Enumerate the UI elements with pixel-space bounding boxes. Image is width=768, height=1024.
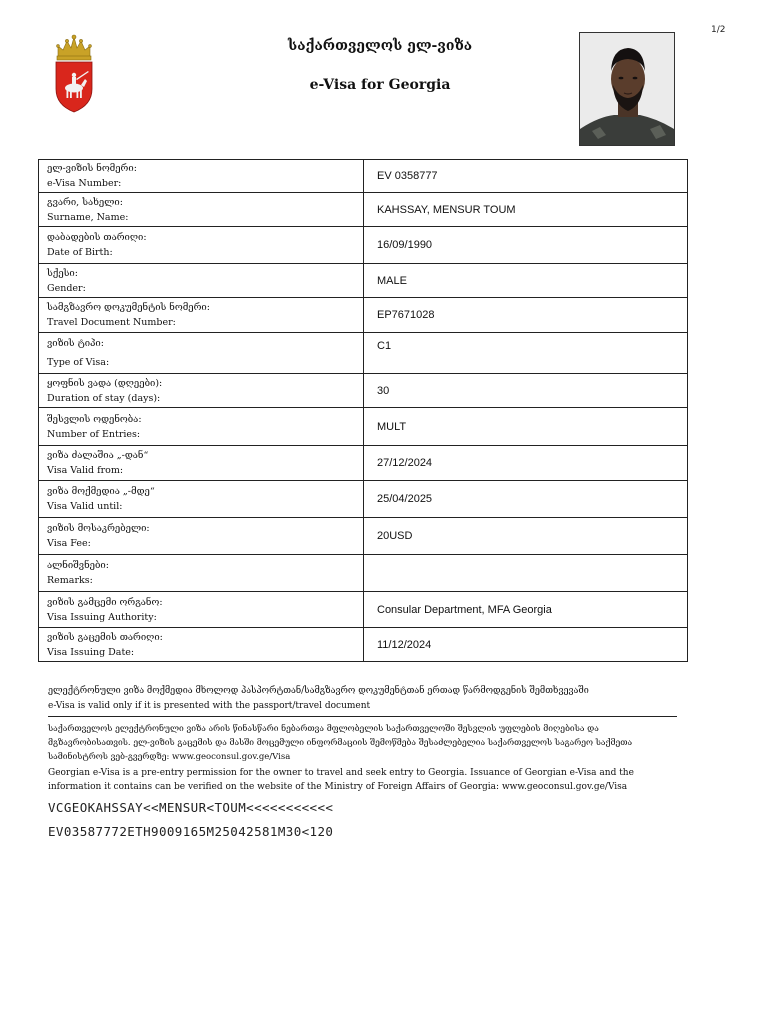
label-english: Travel Document Number: — [47, 317, 176, 328]
table-row-gender — [39, 264, 688, 298]
label-english: Gender: — [47, 282, 86, 294]
field-label — [39, 518, 364, 555]
label-georgian: ვიზის გამცემი ორგანო: — [47, 596, 163, 608]
field-label — [39, 298, 364, 333]
label-georgian: ალნიშვნები: — [47, 560, 109, 571]
label-georgian: ელ-ვიზის ნომერი: — [47, 163, 137, 174]
table-row-type-of-visa — [39, 333, 688, 374]
label-english: Type of Visa: — [47, 357, 110, 368]
field-label — [39, 481, 364, 518]
field-label — [39, 446, 364, 481]
label-georgian: ვიზა ძალაშია „-დან“ — [47, 450, 149, 461]
page-number: 1/2 — [711, 25, 726, 35]
table-row-date-of-birth — [39, 227, 688, 264]
visa-details-table — [38, 159, 688, 662]
label-georgian: შესვლის ოდენობა: — [47, 413, 142, 425]
table-row-evisa-number — [39, 160, 688, 193]
table-row-visa-valid-until — [39, 481, 688, 518]
label-english: Visa Issuing Date: — [47, 646, 135, 658]
field-value-evisa-number: EV 0358777 — [364, 160, 688, 193]
info-paragraph-english: Georgian e-Visa is a pre-entry permission for the owner to travel and seek entry to Georgia. Issuance of Georgian e-Visa and the information it contains can be verified on the website of the Ministry of Foreign Affairs of Georgia: www.geoconsul.gov.ge/Visa — [48, 768, 634, 792]
label-georgian: სამგზავრო დოკუმენტის ნომერი: — [47, 302, 210, 313]
validity-notice — [48, 684, 678, 714]
label-georgian: ვიზის გაცემის თარიღი: — [47, 631, 163, 643]
field-value-type-of-visa: C1 — [364, 333, 688, 374]
mrz-line-2: EV03587772ETH9009165M25042581M30<120 — [48, 824, 334, 839]
field-value-visa-valid-from: 27/12/2024 — [364, 446, 688, 481]
info-paragraph-georgian: საქართველოს ელექტრონული ვიზა არის წინასწარი ნებართვა მფლობელის საქართველოში შესვლის უფლების მიღებისა და მგზავრობისათვის. ელ-ვიზის გაცემის და მასში მოცემული ინფორმაციის შემოწმება შესაძლებელია საქართველოს საგარეო საქმეთა სამინისტროს ვებ-გვერდზე: www.geoconsul.gov.ge/Visa — [48, 724, 633, 762]
table-row-remarks — [39, 555, 688, 592]
field-label — [39, 227, 364, 264]
label-english: e-Visa Number: — [47, 178, 122, 189]
label-english: Number of Entries: — [47, 428, 141, 440]
field-value-gender: MALE — [364, 264, 688, 298]
label-english: Surname, Name: — [47, 211, 129, 223]
label-georgian: სქესი: — [47, 267, 78, 279]
table-row-visa-fee — [39, 518, 688, 555]
field-label — [39, 555, 364, 592]
field-value-travel-document-number: EP7671028 — [364, 298, 688, 333]
validity-notice-english: e-Visa is valid only if it is presented with the passport/travel document — [48, 701, 371, 711]
label-english: Duration of stay (days): — [47, 392, 161, 404]
coat-of-arms-icon — [48, 33, 100, 115]
label-english: Visa Valid from: — [47, 465, 124, 476]
label-english: Visa Issuing Authority: — [47, 611, 157, 623]
field-label — [39, 160, 364, 193]
field-value-surname-name: KAHSSAY, MENSUR TOUM — [364, 193, 688, 227]
field-label — [39, 264, 364, 298]
validity-notice-georgian: ელექტრონული ვიზა მოქმედია მხოლოდ პასპორტთან/სამგზავრო დოკუმენტთან ერთად წარმოდგენის შემთხვევაში — [48, 686, 589, 696]
field-label — [39, 628, 364, 662]
applicant-photo — [579, 32, 675, 146]
label-english: Visa Fee: — [47, 538, 91, 549]
label-georgian: ვიზა მოქმედია „-მდე“ — [47, 486, 155, 497]
table-row-duration-of-stay — [39, 374, 688, 408]
field-value-duration-of-stay: 30 — [364, 374, 688, 408]
table-row-visa-issuing-date — [39, 628, 688, 662]
field-value-visa-issuing-authority: Consular Department, MFA Georgia — [364, 592, 688, 628]
label-english: Visa Valid until: — [47, 501, 123, 512]
label-english: Date of Birth: — [47, 247, 113, 258]
label-georgian: გვარი, სახელი: — [47, 196, 123, 208]
field-value-visa-valid-until: 25/04/2025 — [364, 481, 688, 518]
label-georgian: ვიზის ტიპი: — [47, 338, 104, 349]
field-value-number-of-entries: MULT — [364, 408, 688, 446]
divider — [48, 716, 677, 717]
field-label — [39, 333, 364, 374]
label-georgian: ვიზის მოსაკრებელი: — [47, 523, 150, 534]
mrz-line-1: VCGEOKAHSSAY<<MENSUR<TOUM<<<<<<<<<<< — [48, 800, 334, 815]
title-english: e-Visa for Georgia — [309, 77, 451, 93]
field-value-visa-fee: 20USD — [364, 518, 688, 555]
title-georgian: საქართველოს ელ-ვიზა — [287, 38, 473, 54]
field-value-remarks — [364, 555, 688, 592]
label-georgian: ყოფნის ვადა (დღეები): — [47, 377, 163, 389]
label-english: Remarks: — [47, 575, 93, 586]
field-label — [39, 374, 364, 408]
table-row-travel-document-number — [39, 298, 688, 333]
table-row-visa-issuing-authority — [39, 592, 688, 628]
field-label — [39, 408, 364, 446]
label-georgian: დაბადების თარიღი: — [47, 232, 147, 243]
table-row-number-of-entries — [39, 408, 688, 446]
table-row-visa-valid-from — [39, 446, 688, 481]
field-label — [39, 193, 364, 227]
field-label — [39, 592, 364, 628]
table-row-surname-name — [39, 193, 688, 227]
field-value-visa-issuing-date: 11/12/2024 — [364, 628, 688, 662]
field-value-date-of-birth: 16/09/1990 — [364, 227, 688, 264]
